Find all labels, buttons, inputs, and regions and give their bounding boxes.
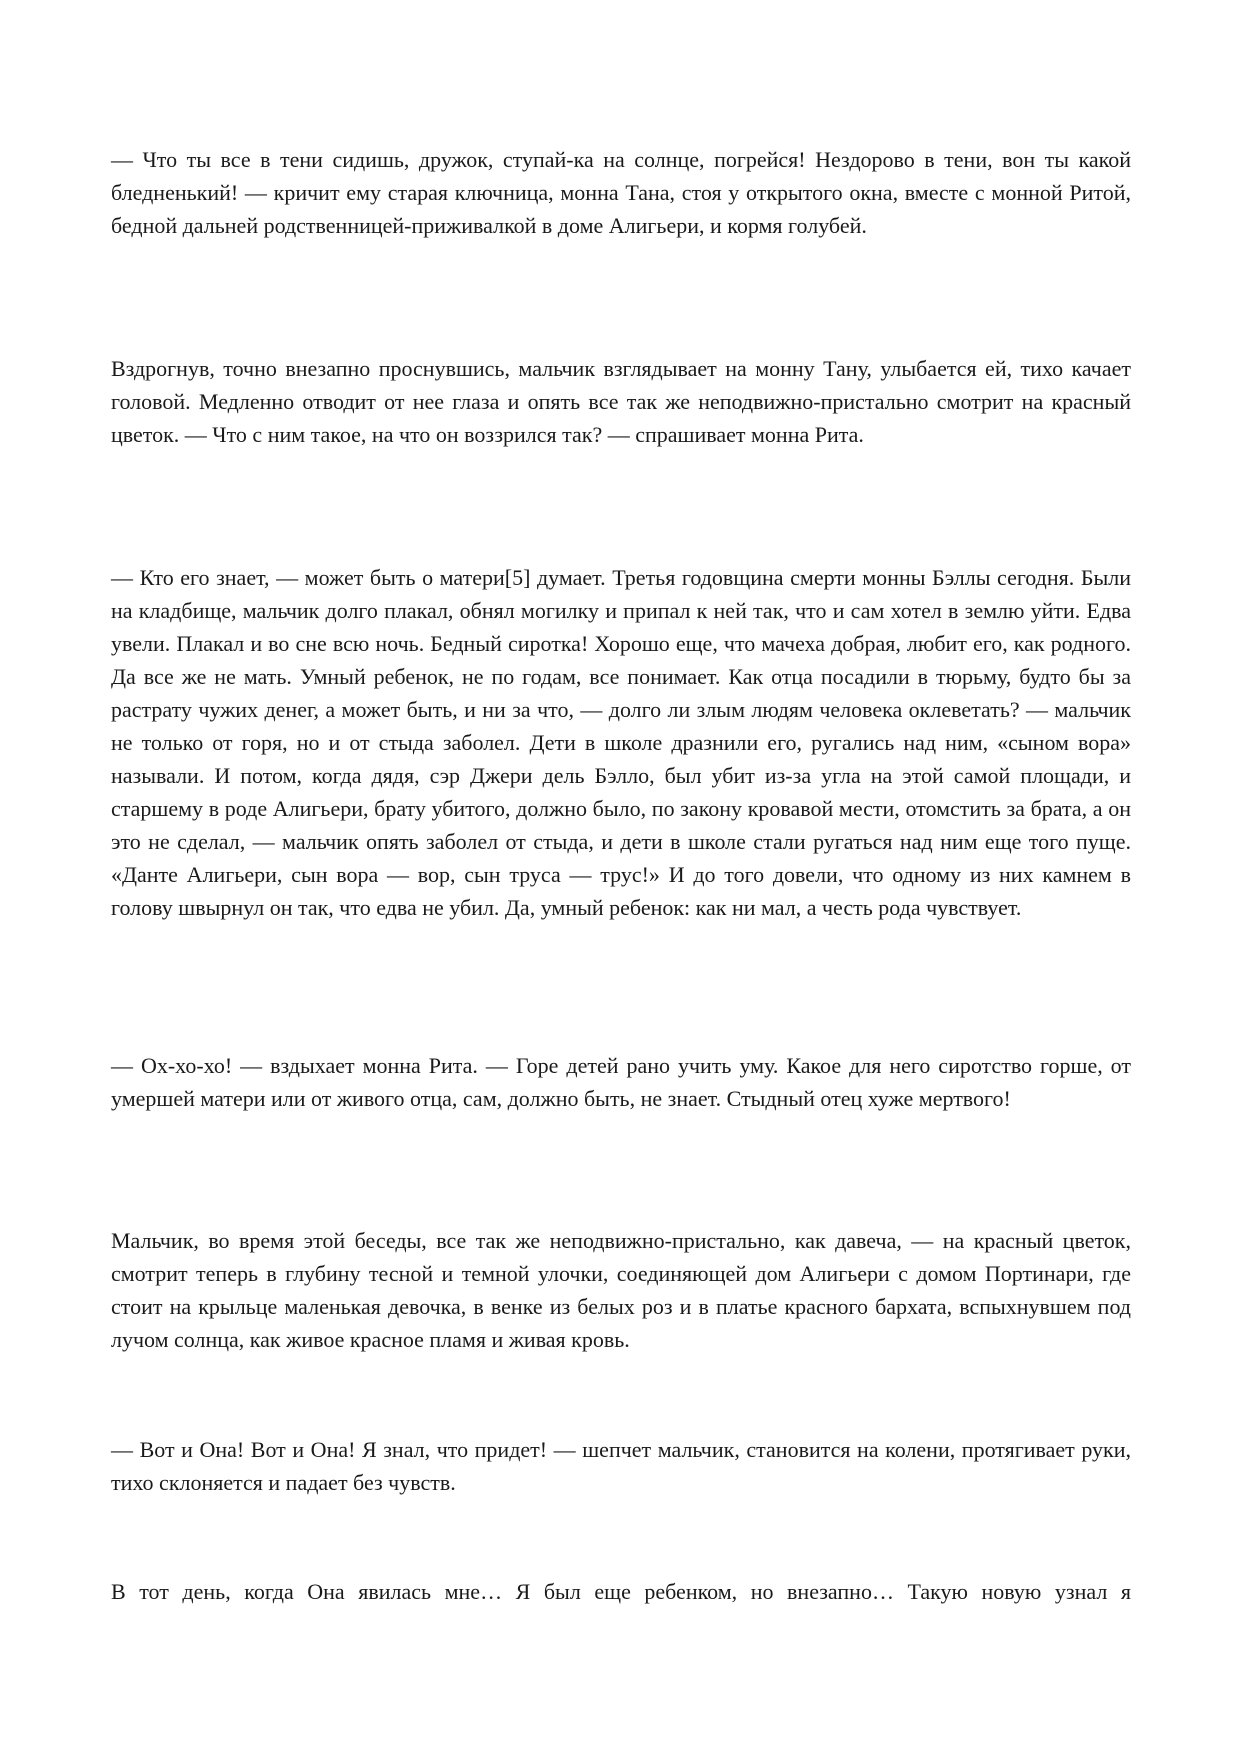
paragraph-7: В тот день, когда Она явилась мне… Я был еще ребенком, но внезапно… Такую новую узнал я bbox=[111, 1579, 1131, 1604]
paragraph-4: — Ох-хо-хо! — вздыхает монна Рита. — Горе детей рано учить уму. Какое для него сиротство горше, от умершей матери или от живого отца, сам, должно быть, не знает. Стыдный отец хуже мертвого! bbox=[111, 1053, 1131, 1111]
paragraph-1: — Что ты все в тени сидишь, дружок, ступай-ка на солнце, погрейся! Нездорово в тени, вон ты какой бледненький! — кричит ему старая ключница, монна Тана, стоя у открытого окна, вместе с монной Ритой, бедной дальней родственницей-приживалкой в доме Алигьери, и кормя голубей. bbox=[111, 147, 1131, 238]
paragraph-6: — Вот и Она! Вот и Она! Я знал, что придет! — шепчет мальчик, становится на колени, протягивает руки, тихо склоняется и падает без чувств. bbox=[111, 1437, 1131, 1495]
paragraph-3: — Кто его знает, — может быть о матери[5] думает. Третья годовщина смерти монны Бэллы сегодня. Были на кладбище, мальчик долго плакал, обнял могилку и припал к ней так, что и сам хотел в землю уйти. Едва увели. Плакал и во сне всю ночь. Бедный сиротка! Хорошо еще, что мачеха добрая, любит его, как родного. Да все же не мать. Умный ребенок, не по годам, все понимает. Как отца посадили в тюрьму, будто бы за растрату чужих денег, а может быть, и ни за что, — долго ли злым людям человека оклеветать? — мальчик не только от горя, но и от стыда заболел. Дети в школе дразнили его, ругались над ним, «сыном вора» называли. И потом, когда дядя, сэр Джери дель Бэлло, был убит из-за угла на этой самой площади, и старшему в роде Алигьери, брату убитого, должно было, по закону кровавой мести, отомстить за брата, а он это не сделал, — мальчик опять заболел от стыда, и дети в школе стали ругаться над ним еще того пуще. «Данте Алигьери, сын вора — вор, сын труса — трус!» И до того довели, что одному из них камнем в голову швырнул он так, что едва не убил. Да, умный ребенок: как ни мал, а честь рода чувствует. bbox=[111, 565, 1131, 920]
paragraph-2: Вздрогнув, точно внезапно проснувшись, мальчик взглядывает на монну Тану, улыбается ей, тихо качает головой. Медленно отводит от нее глаза и опять все так же неподвижно-пристально смотрит на красный цветок. — Что с ним такое, на что он воззрился так? — спрашивает монна Рита. bbox=[111, 356, 1131, 447]
paragraph-5: Мальчик, во время этой беседы, все так же неподвижно-пристально, как давеча, — на красный цветок, смотрит теперь в глубину тесной и темной улочки, соединяющей дом Алигьери с домом Портинари, где стоит на крыльце маленькая девочка, в венке из белых роз и в платье красного бархата, вспыхнувшем под лучом солнца, как живое красное пламя и живая кровь. bbox=[111, 1228, 1131, 1352]
